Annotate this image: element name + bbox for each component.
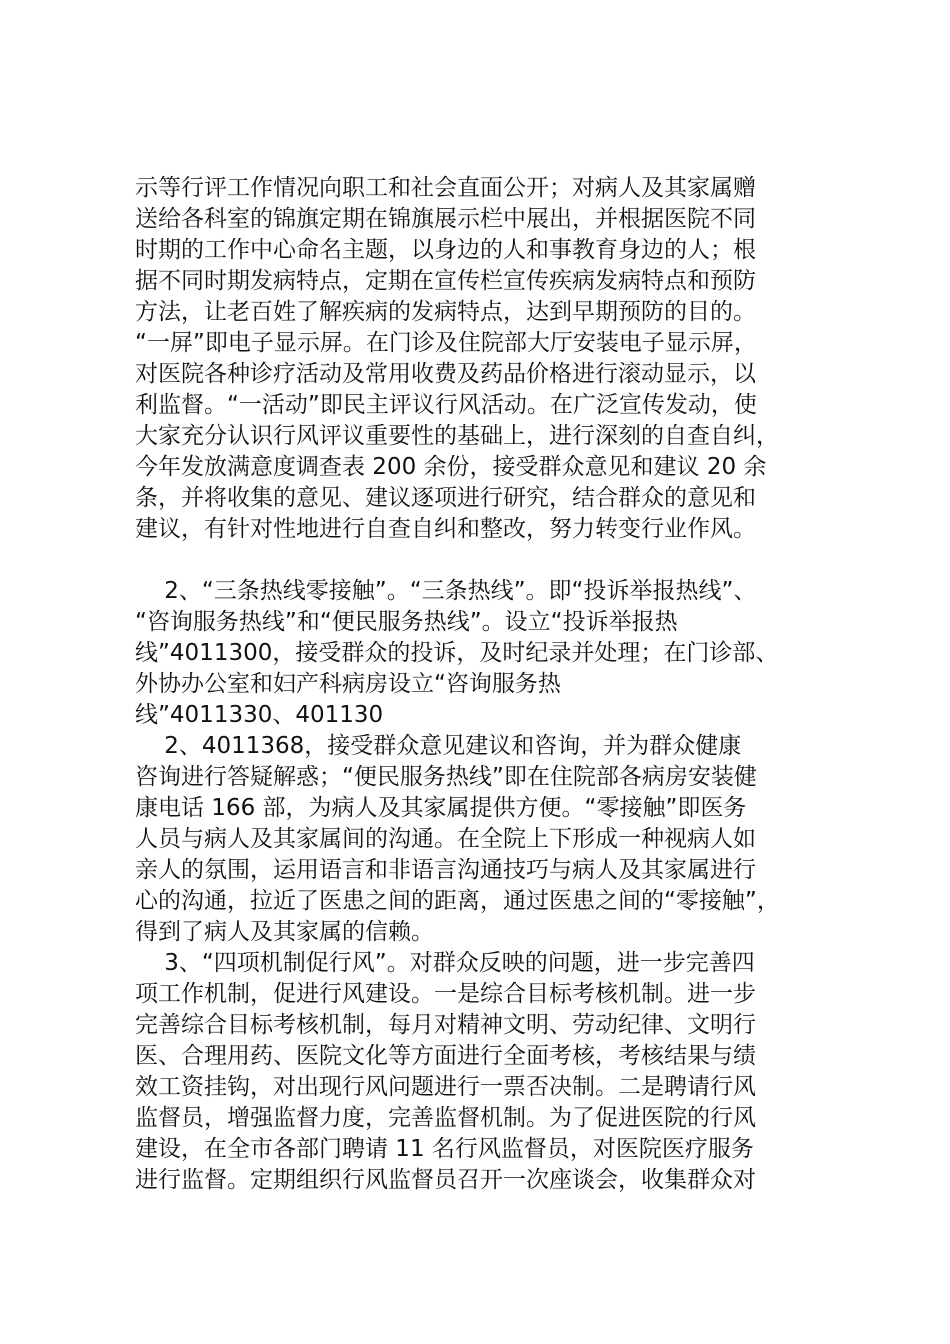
text-line: 效工资挂钩，对出现行风问题进行一票否决制。二是聘请行风	[135, 1074, 756, 1100]
text-line: 心的沟通，拉近了医患之间的距离，通过医患之间的“零接触”，	[135, 888, 780, 914]
text-line: 建设，在全市各部门聘请 11 名行风监督员，对医院医疗服务	[135, 1136, 754, 1162]
text-line: 项工作机制，促进行风建设。一是综合目标考核机制。进一步	[135, 981, 756, 1007]
text-line: 2、4011368，接受群众意见建议和咨询，并为群众健康	[135, 733, 742, 759]
text-line: 线”4011330、401130	[135, 702, 384, 728]
text-line: 条，并将收集的意见、建议逐项进行研究，结合群众的意见和	[135, 485, 756, 511]
text-line: 进行监督。定期组织行风监督员召开一次座谈会，收集群众对	[135, 1167, 756, 1193]
text-line: 医、合理用药、医院文化等方面进行全面考核，考核结果与绩	[135, 1043, 756, 1069]
paragraph-gap	[135, 545, 855, 576]
text-line: 人员与病人及其家属间的沟通。在全院上下形成一种视病人如	[135, 826, 756, 852]
text-line: 3、“四项机制促行风”。对群众反映的问题，进一步完善四	[135, 950, 755, 976]
text-line: 方法，让老百姓了解疾病的发病特点，达到早期预防的目的。	[135, 299, 756, 325]
text-line: 得到了病人及其家属的信赖。	[135, 919, 434, 945]
text-line: 对医院各种诊疗活动及常用收费及药品价格进行滚动显示，以	[135, 361, 756, 387]
text-line: 2、“三条热线零接触”。“三条热线”。即“投诉举报热线”、	[135, 578, 757, 604]
text-line: 建议，有针对性地进行自查自纠和整改，努力转变行业作风。	[135, 516, 756, 542]
text-line: 咨询进行答疑解惑；“便民服务热线”即在住院部各病房安装健	[135, 764, 757, 790]
text-line: 今年发放满意度调查表 200 余份，接受群众意见和建议 20 余	[135, 454, 767, 480]
text-line: 时期的工作中心命名主题，以身边的人和事教育身边的人；根	[135, 237, 756, 263]
text-line: 康电话 166 部，为病人及其家属提供方便。“零接触”即医务	[135, 795, 747, 821]
text-line: 完善综合目标考核机制，每月对精神文明、劳动纪律、文明行	[135, 1012, 756, 1038]
text-line: “咨询服务热线”和“便民服务热线”。设立“投诉举报热	[135, 609, 678, 635]
text-line: 利监督。“一活动”即民主评议行风活动。在广泛宣传发动，使	[135, 392, 757, 418]
text-line: 监督员，增强监督力度，完善监督机制。为了促进医院的行风	[135, 1105, 756, 1131]
text-line: 外协办公室和妇产科病房设立“咨询服务热	[135, 671, 561, 697]
text-line: 据不同时期发病特点，定期在宣传栏宣传疾病发病特点和预防	[135, 268, 756, 294]
text-line: 亲人的氛围，运用语言和非语言沟通技巧与病人及其家属进行	[135, 857, 756, 883]
document-body	[135, 173, 855, 1196]
text-line: 送给各科室的锦旗定期在锦旗展示栏中展出，并根据医院不同	[135, 206, 756, 232]
text-line: 大家充分认识行风评议重要性的基础上，进行深刻的自查自纠，	[135, 423, 779, 449]
text-line: 示等行评工作情况向职工和社会直面公开；对病人及其家属赠	[135, 175, 756, 201]
text-line: 线”4011300，接受群众的投诉，及时纪录并处理；在门诊部、	[135, 640, 779, 666]
text-line: “一屏”即电子显示屏。在门诊及住院部大厅安装电子显示屏，	[135, 330, 757, 356]
